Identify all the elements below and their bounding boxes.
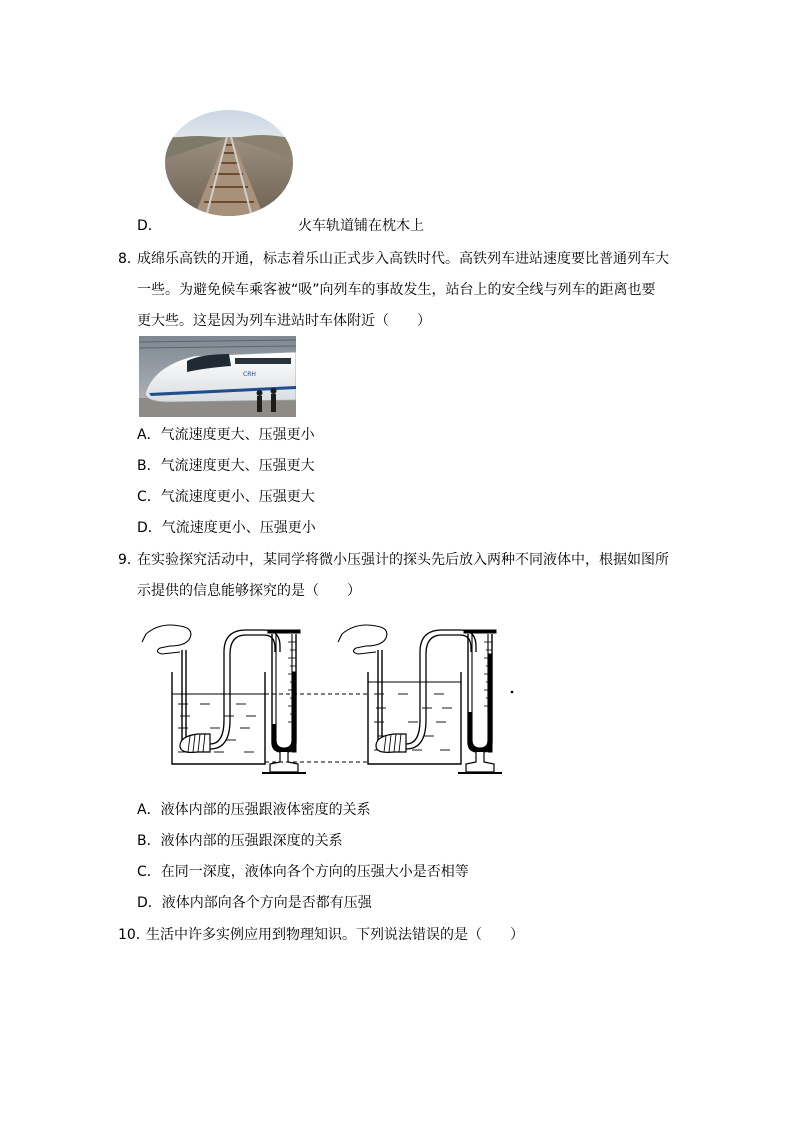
svg-text:CRH: CRH — [243, 371, 256, 378]
high-speed-train-icon — [139, 336, 296, 417]
q9-option-a: A．液体内部的压强跟液体密度的关系 — [137, 802, 371, 818]
q8-number: 8． — [118, 251, 141, 267]
high-speed-train-photo — [139, 336, 296, 417]
q8-option-a: A．气流速度更大、压强更小 — [137, 427, 315, 443]
q8-option-d: D．气流速度更小、压强更小 — [137, 520, 316, 536]
q8-option-b: B．气流速度更大、压强更大 — [137, 458, 315, 474]
q9-option-d: D．液体内部向各个方向是否都有压强 — [137, 895, 372, 911]
q7-option-d-text: 火车轨道铺在枕木上 — [298, 218, 424, 234]
q9-stem-line-1: 在实验探究活动中，某同学将微小压强计的探头先后放入两种不同液体中，根据如图所 — [137, 552, 669, 568]
q7-option-d-letter: D． — [137, 218, 162, 234]
q9-number: 9． — [118, 552, 141, 568]
q8-option-c: C．气流速度更小、压强更大 — [137, 489, 315, 505]
pressure-gauge-diagram — [140, 612, 520, 784]
q10-stem: 生活中许多实例应用到物理知识。下列说法错误的是（ ） — [146, 927, 524, 943]
railway-track-icon — [164, 109, 294, 217]
q9-option-c: C．在同一深度，液体向各个方向的压强大小是否相等 — [137, 864, 469, 880]
q8-stem-line-3: 更大些。这是因为列车进站时车体附近（ ） — [137, 313, 431, 329]
q8-stem-line-1: 成绵乐高铁的开通，标志着乐山正式步入高铁时代。高铁列车进站速度要比普通列车大 — [137, 251, 669, 267]
railway-track-photo — [164, 109, 294, 217]
q9-option-b: B．液体内部的压强跟深度的关系 — [137, 833, 343, 849]
q9-stem-line-2: 示提供的信息能够探究的是（ ） — [137, 583, 361, 599]
q8-stem-line-2: 一些。为避免候车乘客被“吸”向列车的事故发生，站台上的安全线与列车的距离也要 — [137, 282, 656, 298]
q10-number: 10． — [118, 927, 150, 943]
pressure-gauge-icon — [140, 612, 520, 784]
